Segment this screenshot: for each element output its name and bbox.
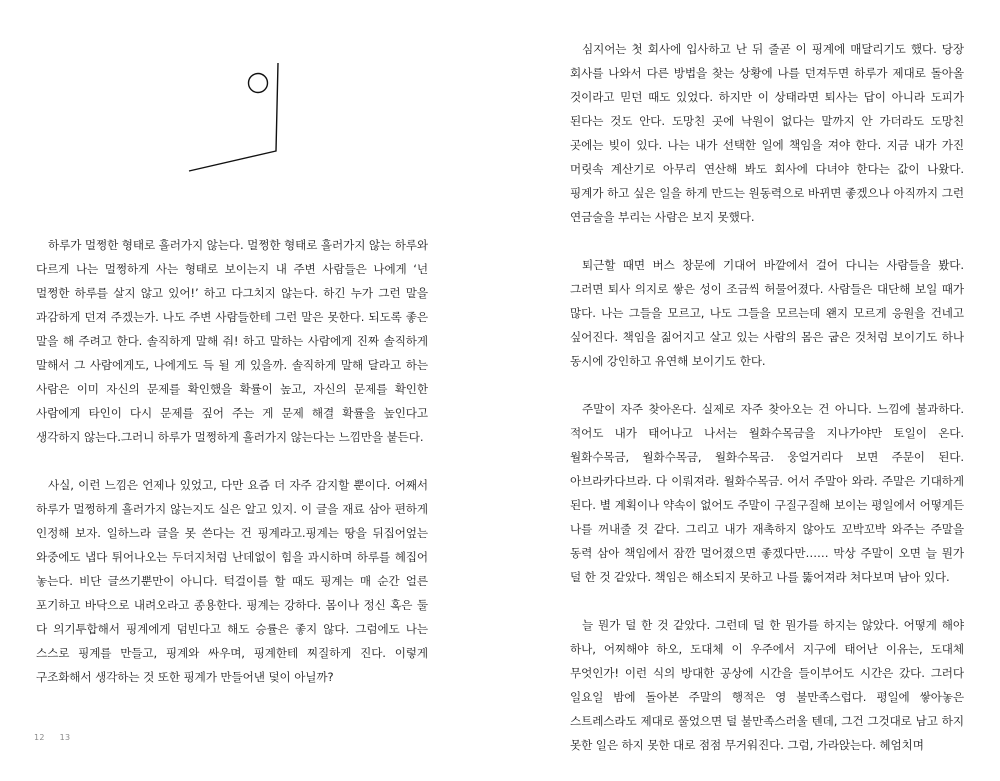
line-drawing-illustration	[185, 60, 285, 175]
paragraph: 늘 뭔가 덜 한 것 같았다. 그런데 덜 한 뭔가를 하지는 않았다. 어떻게 해야 하나, 어찌해야 하오, 도대체 이 우주에서 지구에 태어난 이유는, 도대체 무엇인가! 이런 식의 방대한 공상에 시간을 들이부어도 시간은 갔다. 그러다 일요일 밤에 돌아본 주말의 행적은 영 불만족스럽다. 평일에 쌓아놓은 스트레스라도 제대로 풀었으면 덜 불만족스러울 텐데, 그건 그것대로 남고 하지 못한 일은 하지 못한 대로 점점 무거워진다. 그럼, 가라앉는다. 헤엄치며	[570, 618, 964, 752]
paragraph: 사실, 이런 느낌은 언제나 있었고, 다만 요즘 더 자주 감지할 뿐이다. 어째서 하루가 멀쩡하게 흘러가지 않는지도 실은 알고 있지. 이 글을 재료 삼아 편하게 인정해 보자. 일하느라 글을 못 쓴다는 건 핑계라고.핑계는 땅을 뒤집어엎는 와중에도 냅다 튀어나오는 두더지처럼 난데없이 힘을 과시하며 하루를 헤집어 놓는다. 비단 글쓰기뿐만이 아니다. 턱걸이를 할 때도 핑계는 매 순간 얼른 포기하고 바닥으로 내려오라고 종용한다. 핑계는 강하다. 몸이나 정신 혹은 둘 다 의기투합해서 핑계에게 덤빈다고 해도 승률은 좋지 않다. 그럼에도 나는 스스로 핑계를 만들고, 핑계와 싸우며, 핑계한테 찌질하게 진다. 이렇게 구조화해서 생각하는 것 또한 핑계가 만들어낸 덫이 아닐까?	[36, 478, 428, 684]
left-page	[0, 0, 500, 759]
page-number-left: 12	[34, 733, 45, 742]
paragraph: 하루가 멀쩡한 형태로 흘러가지 않는다. 멀쩡한 형태로 흘러가지 않는 하루와 다르게 나는 멀쩡하게 사는 형태로 보이는지 내 주변 사람들은 나에게 ‘넌 멀쩡한 하루를 살지 않고 있어!’ 하고 다그치지 않는다. 하긴 누가 그런 말을 과감하게 던져 주겠는가. 나도 주변 사람들한테 그런 말은 못한다. 되도록 좋은 말을 해 주려고 한다. 솔직하게 말해 줘! 하고 말하는 사람에게 진짜 솔직하게 말해서 그 사람에게도, 나에게도 득 될 게 있을까. 솔직하게 말해 달라고 하는 사람은 이미 자신의 문제를 확인했을 확률이 높고, 자신의 문제를 확인한 사람에게 타인이 다시 문제를 짚어 주는 게 문제 해결 확률을 높인다고 생각하지 않는다.그러니 하루가 멀쩡하게 흘러가지 않는다는 느낌만을 붙든다.	[36, 238, 428, 444]
right-page	[500, 0, 1000, 759]
circle-shape	[249, 74, 268, 93]
left-page-body	[36, 233, 428, 713]
angled-line-shape	[189, 63, 278, 171]
page-number-right: 13	[59, 733, 71, 742]
paragraph: 심지어는 첫 회사에 입사하고 난 뒤 줄곧 이 핑계에 매달리기도 했다. 당장 회사를 나와서 다른 방법을 찾는 상황에 나를 던져두면 하루가 제대로 돌아올 것이라고 믿던 때도 있었다. 하지만 이 상태라면 퇴사는 답이 아니라 도피가 된다는 것도 안다. 도망친 곳에 낙원이 없다는 말까지 안 가더라도 도망친 곳에는 빚이 있다. 나는 내가 선택한 일에 책임을 져야 한다. 지금 내가 가진 머릿속 계산기로 아무리 연산해 봐도 회사에 다녀야 한다는 값이 나왔다. 핑계가 하고 싶은 일을 하게 만드는 원동력으로 바뀌면 좋겠으나 아직까지 그런 연금술을 부리는 사람은 보지 못했다.	[570, 42, 964, 224]
page-numbers	[34, 733, 70, 742]
paragraph: 퇴근할 때면 버스 창문에 기대어 바깥에서 걸어 다니는 사람들을 봤다. 그러면 퇴사 의지로 쌓은 성이 조금씩 허물어졌다. 사람들은 대단해 보일 때가 많다. 나는 그들을 모르고, 나도 그들을 모르는데 왠지 모르게 응원을 건네고 싶어진다. 책임을 짊어지고 살고 있는 사람의 몸은 굽은 것처럼 보이기도 하나 동시에 강인하고 유연해 보이기도 한다.	[570, 258, 964, 368]
right-page-body	[570, 37, 964, 781]
paragraph: 주말이 자주 찾아온다. 실제로 자주 찾아오는 건 아니다. 느낌에 불과하다. 적어도 내가 태어나고 나서는 월화수목금을 지나가야만 토일이 온다. 월화수목금, 월화수목금, 월화수목금. 웅얼거리다 보면 주문이 된다. 아브라카다브라. 다 이뤄져라. 월화수목금. 어서 주말아 와라. 주말은 기대하게 된다. 별 계획이나 약속이 없어도 주말이 구질구질해 보이는 평일에서 어떻게든 나를 꺼내줄 것 같다. 그리고 내가 재촉하지 않아도 꼬박꼬박 와주는 주말을 동력 삼아 책임에서 잠깐 멀어졌으면 좋겠다만…… 막상 주말이 오면 늘 뭔가 덜 한 것 같았다. 책임은 해소되지 못하고 나를 뚫어져라 쳐다보며 남아 있다.	[570, 402, 964, 584]
